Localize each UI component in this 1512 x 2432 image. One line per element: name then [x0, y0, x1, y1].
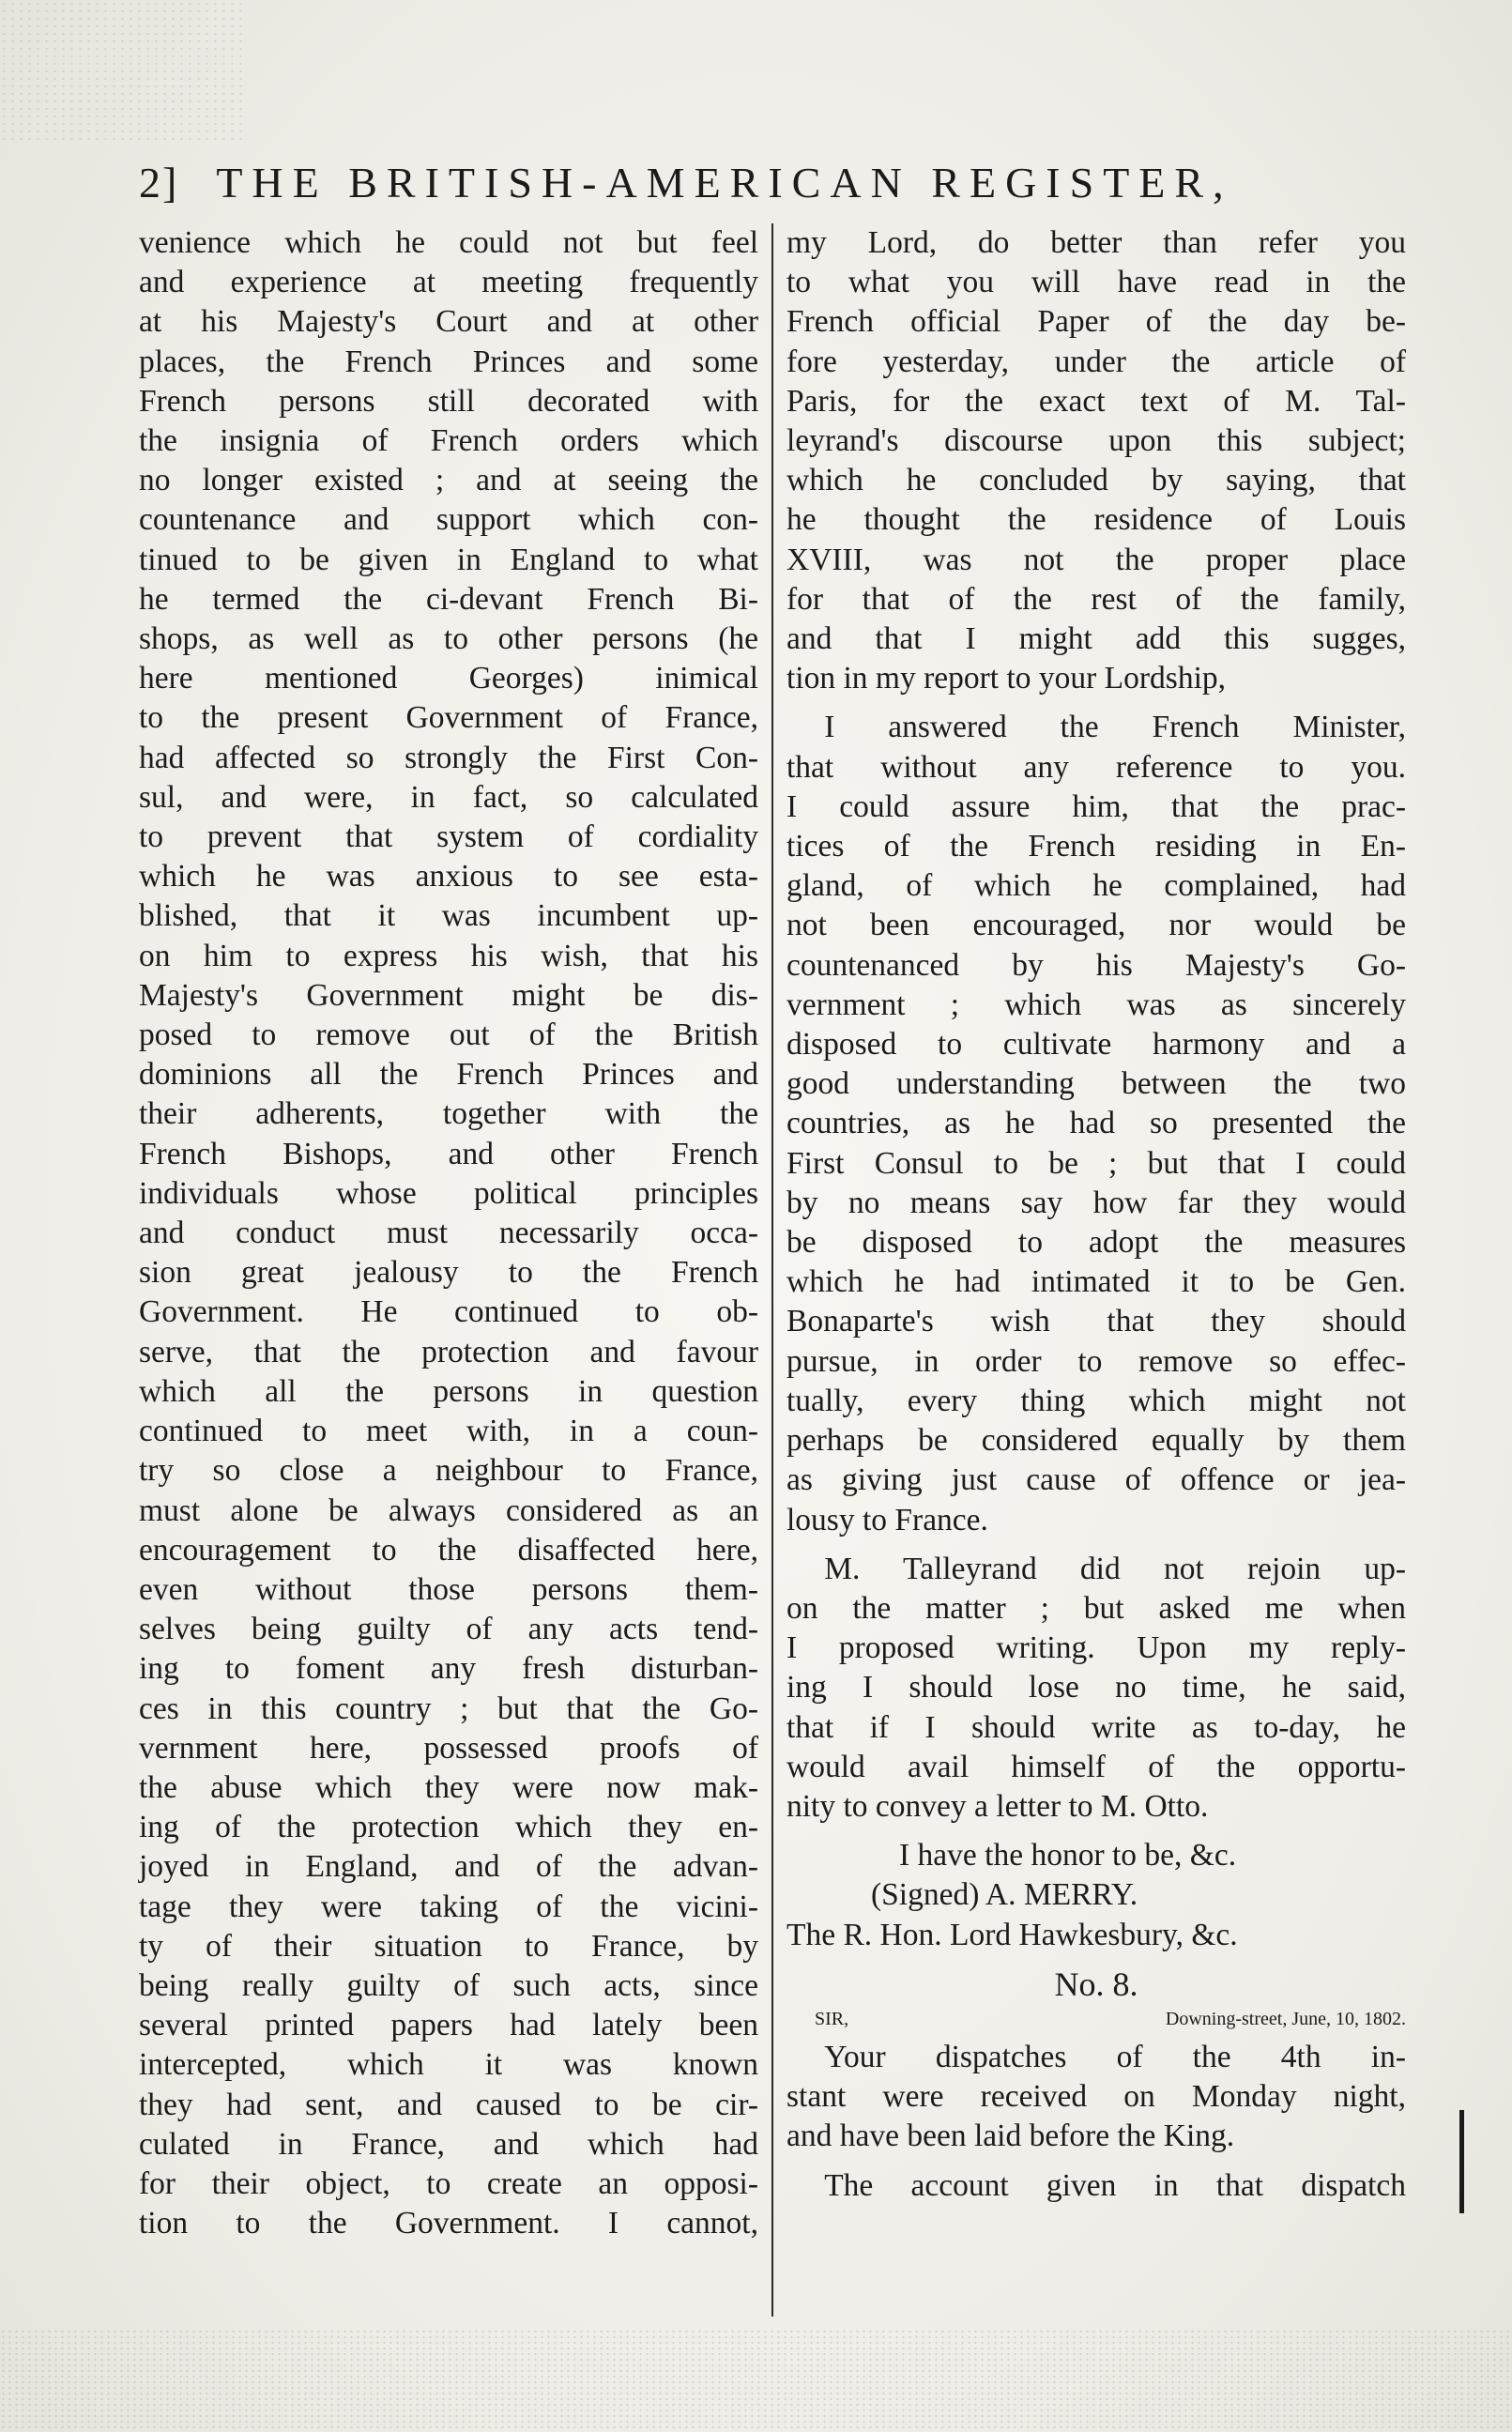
text-line: he termed the ci-devant French Bi-	[139, 581, 758, 617]
text-line: tices of the French residing in En-	[787, 829, 1406, 864]
text-line: places, the French Princes and some	[139, 344, 758, 379]
paragraph	[787, 2166, 1406, 2206]
text-line: joyed in England, and of the advan-	[139, 1849, 758, 1885]
text-line: no longer existed ; and at seeing the	[139, 463, 758, 498]
text-line: the abuse which they were now mak-	[139, 1769, 758, 1805]
text-line: ing I should lose no time, he said,	[787, 1670, 1406, 1705]
text-line: serve, that the protection and favour	[139, 1334, 758, 1369]
text-line: fore yesterday, under the article of	[787, 344, 1406, 379]
text-line: Majesty's Government might be dis-	[139, 977, 758, 1013]
text-line: ing to foment any fresh disturban-	[139, 1651, 758, 1687]
text-line: nity to convey a letter to M. Otto.	[787, 1788, 1209, 1824]
text-line: tage they were taking of the vicini-	[139, 1889, 758, 1924]
text-line: and conduct must necessarily occa-	[139, 1216, 758, 1251]
text-line: leyrand's discourse upon this subject;	[787, 423, 1406, 459]
text-line: they had sent, and caused to be cir-	[139, 2087, 758, 2122]
text-line: lousy to France.	[787, 1502, 988, 1537]
text-line: which he had intimated it to be Gen.	[787, 1264, 1406, 1300]
text-line: must alone be always considered as an	[139, 1492, 758, 1528]
text-line: as giving just cause of offence or jea-	[787, 1462, 1406, 1498]
column-rule	[771, 223, 773, 2317]
text-line: try so close a neighbour to France,	[139, 1453, 758, 1489]
text-line: to what you will have read in the	[787, 265, 1406, 300]
text-line: good understanding between the two	[787, 1066, 1406, 1102]
paragraph	[787, 2038, 1406, 2157]
paragraph	[787, 223, 1406, 698]
text-line: tinued to be given in England to what	[139, 542, 758, 577]
text-line: dominions all the French Princes and	[139, 1057, 758, 1093]
text-line: French Bishops, and other French	[139, 1136, 758, 1171]
text-line: culated in France, and which had	[139, 2126, 758, 2162]
text-line: to prevent that system of cordiality	[139, 819, 758, 855]
text-line: and have been laid before the King.	[787, 2118, 1235, 2154]
page-header	[139, 158, 1359, 223]
text-line: individuals whose political principles	[139, 1175, 758, 1211]
text-line: my Lord, do better than refer you	[787, 225, 1406, 260]
text-line: which he was anxious to see esta-	[139, 859, 758, 895]
text-line: Paris, for the exact text of M. Tal-	[787, 383, 1406, 419]
text-line: to the present Government of France,	[139, 700, 758, 736]
text-line: would avail himself of the opportu-	[787, 1749, 1406, 1784]
text-line: vernment here, possessed proofs of	[139, 1730, 758, 1766]
text-line: intercepted, which it was known	[139, 2047, 758, 2083]
text-line: Bonaparte's wish that they should	[787, 1304, 1406, 1339]
text-line: had affected so strongly the First Con-	[139, 740, 758, 775]
text-line: for their object, to create an opposi-	[139, 2165, 758, 2201]
text-line: he thought the residence of Louis	[787, 502, 1406, 538]
text-line: stant were received on Monday night,	[787, 2079, 1406, 2115]
text-line: continued to meet with, in a coun-	[139, 1414, 758, 1449]
text-line: encouragement to the disaffected here,	[139, 1532, 758, 1568]
text-line: several printed papers had lately been	[139, 2008, 758, 2043]
letter-number: No. 8.	[1054, 1965, 1138, 2003]
left-column	[139, 223, 758, 2243]
paragraph	[787, 708, 1406, 1539]
text-line: tually, every thing which might not	[787, 1383, 1406, 1418]
text-line: here mentioned Georges) inimical	[139, 661, 758, 696]
text-line: Your dispatches of the 4th in-	[824, 2039, 1406, 2074]
addressee: The R. Hon. Lord Hawkesbury, &c.	[787, 1917, 1238, 1952]
text-line: that if I should write as to-day, he	[787, 1709, 1406, 1745]
text-line: for that of the rest of the family,	[787, 581, 1406, 617]
text-line: which he concluded by saying, that	[787, 463, 1406, 498]
text-line: countenanced by his Majesty's Go-	[787, 947, 1406, 983]
text-line: vernment ; which was as sincerely	[787, 987, 1406, 1022]
paragraph	[787, 1550, 1406, 1827]
text-line: sul, and were, in fact, so calculated	[139, 779, 758, 815]
text-line: Government. He continued to ob-	[139, 1294, 758, 1330]
text-line: ing of the protection which they en-	[139, 1810, 758, 1845]
text-line: XVIII, was not the proper place	[787, 542, 1406, 577]
text-line: pursue, in order to remove so effec-	[787, 1343, 1406, 1379]
date-place: Downing-street, June, 10, 1802.	[1165, 2008, 1406, 2029]
text-line: blished, that it was incumbent up-	[139, 898, 758, 934]
text-line: tion in my report to your Lordship,	[787, 661, 1227, 696]
page-number: 2]	[139, 159, 179, 206]
text-line: perhaps be considered equally by them	[787, 1423, 1406, 1459]
text-line: gland, of which he complained, had	[787, 868, 1406, 904]
text-line: which all the persons in question	[139, 1373, 758, 1409]
text-line: countenance and support which con-	[139, 502, 758, 538]
text-line: I proposed writing. Upon my reply-	[787, 1630, 1406, 1666]
text-line: I could assure him, that the prac-	[787, 788, 1406, 824]
text-line: selves being guilty of any acts tend-	[139, 1612, 758, 1647]
text-line: their adherents, together with the	[139, 1096, 758, 1132]
text-line: even without those persons them-	[139, 1571, 758, 1607]
text-line: The account given in that dispatch	[824, 2167, 1406, 2203]
text-line: by no means say how far they would	[787, 1185, 1406, 1220]
text-line: shops, as well as to other persons (he	[139, 621, 758, 657]
text-line: I answered the French Minister,	[824, 710, 1406, 745]
text-line: the insignia of French orders which	[139, 423, 758, 459]
text-line: being really guilty of such acts, since	[139, 1967, 758, 2003]
running-title: THE BRITISH-AMERICAN REGISTER,	[216, 159, 1233, 206]
text-line: be disposed to adopt the measures	[787, 1225, 1406, 1261]
text-line: on the matter ; but asked me when	[787, 1590, 1406, 1626]
right-column	[787, 223, 1406, 2206]
text-line: First Consul to be ; but that I could	[787, 1145, 1406, 1181]
signature-line: (Signed) A. MERRY.	[871, 1877, 1138, 1913]
page-wear	[0, 0, 244, 141]
text-line: and that I might add this sugges,	[787, 621, 1406, 657]
dateline	[815, 2006, 1406, 2032]
text-line: French official Paper of the day be-	[787, 304, 1406, 340]
margin-mark	[1459, 2110, 1464, 2213]
page-wear	[0, 2329, 1512, 2432]
text-line: and experience at meeting frequently	[139, 265, 758, 300]
salutation: SIR,	[815, 2008, 849, 2029]
letter-closing: I have the honor to be, &c.	[899, 1838, 1237, 1874]
text-line: at his Majesty's Court and at other	[139, 304, 758, 340]
text-line: M. Talleyrand did not rejoin up-	[824, 1551, 1406, 1586]
text-line: ty of their situation to France, by	[139, 1928, 758, 1964]
text-line: ces in this country ; but that the Go-	[139, 1690, 758, 1726]
text-line: sion great jealousy to the French	[139, 1255, 758, 1291]
text-line: posed to remove out of the British	[139, 1017, 758, 1053]
text-line: French persons still decorated with	[139, 383, 758, 419]
text-line: on him to express his wish, that his	[139, 938, 758, 973]
text-line: that without any reference to you.	[787, 749, 1406, 785]
text-line: not been encouraged, nor would be	[787, 908, 1406, 943]
text-line: venience which he could not but feel	[139, 225, 758, 260]
text-line: disposed to cultivate harmony and a	[787, 1027, 1406, 1063]
text-line: tion to the Government. I cannot,	[139, 2206, 758, 2241]
text-line: countries, as he had so presented the	[787, 1106, 1406, 1141]
